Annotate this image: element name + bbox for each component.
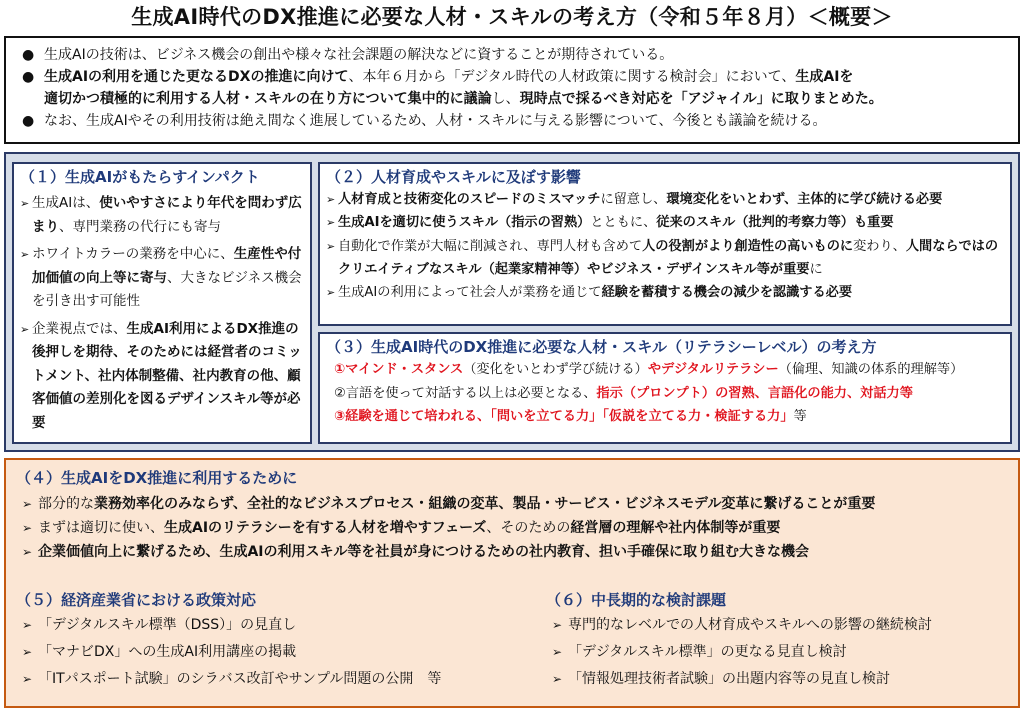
item-text: 、大きなビジネス機会を引き出す可能性 [32, 269, 302, 309]
longterm-column [546, 588, 1016, 693]
list-item [320, 405, 1010, 429]
intro-bold: 生成AIの利用を通じた更なるDXの推進に向けて [44, 69, 349, 85]
item-text: ②言語を使って対話する以上は必要となる、 [334, 385, 597, 401]
impact-panel [12, 162, 312, 444]
list-item [546, 612, 1016, 639]
list-item [320, 281, 1010, 304]
item-text: 、そのための [486, 520, 571, 536]
item-bold: 生成AI利用によるDX推進の後押しを期待、そのためには経営者のコミットメント、社内体制整備、社内教育の他、顧客価値の差別化を図るデザインスキル等が必要 [32, 320, 302, 431]
item-text: 専門的なレベルでの人材育成やスキルへの影響の継続検討 [568, 617, 932, 633]
item-bold: 環境変化をいとわず、主体的に学び続ける必要 [666, 192, 943, 207]
section-heading: （２）人材育成やスキルに及ぼす影響 [326, 168, 581, 186]
list-item [546, 639, 1016, 666]
bullet-icon: ● [22, 47, 35, 63]
list-item [16, 612, 516, 639]
item-bold: 生産性や付加価値の向上等に寄与 [32, 246, 302, 286]
arrow-icon: ➢ [22, 497, 33, 511]
section-heading: （４）生成AIをDX推進に利用するために [16, 469, 298, 487]
intro-bold: 現時点で採るべき対応を「アジャイル」に取りまとめた。 [519, 91, 883, 107]
item-bold: 人材育成と技術変化のスピードのミスマッチ [338, 192, 601, 207]
item-bold: 使いやすさにより年代を問わず広まり [32, 195, 302, 235]
item-text: 企業視点では、 [32, 320, 127, 337]
item-text: 「ITパスポート試験」のシラバス改訂やサンプル問題の公開 等 [38, 671, 442, 687]
arrow-icon: ➢ [552, 618, 563, 632]
item-red: 指示（プロンプト）の習熟、言語化の能力、対話力等 [596, 385, 913, 401]
item-text: 部分的な [38, 496, 94, 512]
intro-line-1 [16, 44, 1010, 66]
intro-text: し、 [491, 91, 520, 107]
section-heading: （１）生成AIがもたらすインパクト [20, 168, 260, 186]
item-bold: 生成AIを適切に使うスキル（指示の習熟） [338, 215, 591, 231]
arrow-icon: ➢ [22, 521, 33, 535]
list-item [546, 666, 1016, 693]
item-text: 等 [793, 409, 807, 424]
list-item [320, 188, 1010, 211]
intro-line-3 [16, 110, 1010, 132]
skills-impact-panel [318, 162, 1012, 326]
arrow-icon: ➢ [20, 248, 30, 261]
list-item [320, 358, 1010, 382]
list-item [320, 211, 1010, 234]
bullet-icon: ● [22, 69, 35, 85]
item-bold: 人間ならではのクリエイティブなスキル（起業家精神等）やビジネス・デザインスキル等が重要 [338, 238, 999, 277]
item-text: とともに、 [590, 215, 657, 231]
item-text: 「デジタルスキル標準（DSS）」の見直し [38, 617, 297, 633]
arrow-icon: ➢ [20, 322, 30, 336]
list-item [16, 666, 516, 693]
item-text: 「マナビDX」への生成AI利用講座の掲載 [38, 644, 297, 660]
item-bold: 業務効率化のみならず、全社的なビジネスプロセス・組織の変革、製品・サービス・ビジネスモデル変革に繋げることが重要 [94, 496, 876, 512]
item-text: ホワイトカラーの業務を中心に、 [32, 246, 234, 262]
list-item [16, 492, 1018, 516]
list-item [16, 516, 1018, 540]
list-item [320, 235, 1010, 282]
arrow-icon: ➢ [22, 545, 33, 559]
item-bold: 生成AIのリテラシーを有する人材を増やすフェーズ [164, 520, 487, 536]
item-text: 、専門業務の代行にも寄与 [59, 218, 221, 235]
item-text: に [809, 261, 823, 277]
item-red: やデジタルリテラシー [647, 362, 779, 377]
list-item [14, 243, 310, 314]
dx-usage-section [4, 458, 1020, 708]
list-item [14, 318, 310, 436]
item-bold: 経験を蓄積する機会の減少を認識する必要 [601, 285, 853, 301]
item-text: 生成AIは、 [32, 195, 100, 211]
item-bold: 経営層の理解や社内体制等が重要 [570, 520, 781, 536]
item-text: 変わり、 [853, 238, 906, 254]
intro-text: 生成AIの技術は、ビジネス機会の創出や様々な社会課題の解決などに資することが期待されている。 [44, 47, 674, 63]
list-item [16, 639, 516, 666]
list-item [16, 540, 1018, 564]
arrow-icon: ➢ [326, 193, 336, 206]
item-red: ①マインド・スタンス [334, 362, 464, 377]
intro-text: 、本年６月から「デジタル時代の人材政策に関する検討会」において、 [348, 69, 796, 85]
intro-bold: 適切かつ積極的に利用する人材・スキルの在り方について集中的に議論 [44, 91, 492, 107]
section-heading: （３）生成AI時代のDX推進に必要な人材・スキル（リテラシーレベル）の考え方 [326, 338, 877, 356]
intro-line-2 [16, 66, 1010, 110]
item-bold: 企業価値向上に繋げるため、生成AIの利用スキル等を社員が身につけるための社内教育、担い手確保に取り組む大きな機会 [38, 544, 810, 560]
arrow-icon: ➢ [22, 672, 33, 686]
item-text: 生成AIの利用によって社会人が業務を通じて [338, 285, 602, 301]
arrow-icon: ➢ [326, 286, 336, 300]
section-heading: （５）経済産業省における政策対応 [16, 591, 257, 609]
intro-bold: 生成AIを [795, 69, 854, 85]
item-text: 「情報処理技術者試験」の出題内容等の見直し検討 [568, 671, 890, 687]
literacy-panel [318, 332, 1012, 444]
arrow-icon: ➢ [22, 618, 33, 632]
arrow-icon: ➢ [20, 197, 30, 210]
page-title: 生成AI時代のDX推進に必要な人材・スキルの考え方（令和５年８月）＜概要＞ [131, 5, 893, 29]
section-heading: （６）中長期的な検討課題 [546, 591, 727, 609]
list-item [14, 192, 310, 239]
item-text: （変化をいとわず学び続ける） [463, 362, 648, 377]
arrow-icon: ➢ [552, 645, 563, 659]
item-bold: 従来のスキル（批判的考察力等）も重要 [656, 215, 894, 231]
item-text: 自動化で作業が大幅に削減され、専門人材も含めて [338, 238, 643, 254]
arrow-icon: ➢ [326, 239, 336, 253]
item-text: まずは適切に使い、 [38, 520, 164, 536]
intro-text: なお、生成AIやその利用技術は絶え間なく進展しているため、人材・スキルに与える影響について、今後とも議論を続ける。 [44, 113, 827, 129]
arrow-icon: ➢ [22, 645, 33, 659]
item-red: ③経験を通じて培われる、「問いを立てる力」「仮説を立てる力・検証する力」 [334, 409, 794, 424]
item-text: に留意し、 [600, 192, 667, 207]
arrow-icon: ➢ [326, 216, 336, 230]
policy-column [16, 588, 516, 693]
item-bold: 人の役割がより創造性の高いものに [642, 238, 854, 254]
arrow-icon: ➢ [552, 672, 563, 686]
bullet-icon: ● [22, 113, 35, 129]
item-text: （倫理、知識の体系的理解等） [778, 362, 964, 377]
intro-box [4, 36, 1020, 144]
list-item [320, 382, 1010, 406]
item-text: 「デジタルスキル標準」の更なる見直し検討 [568, 644, 847, 660]
